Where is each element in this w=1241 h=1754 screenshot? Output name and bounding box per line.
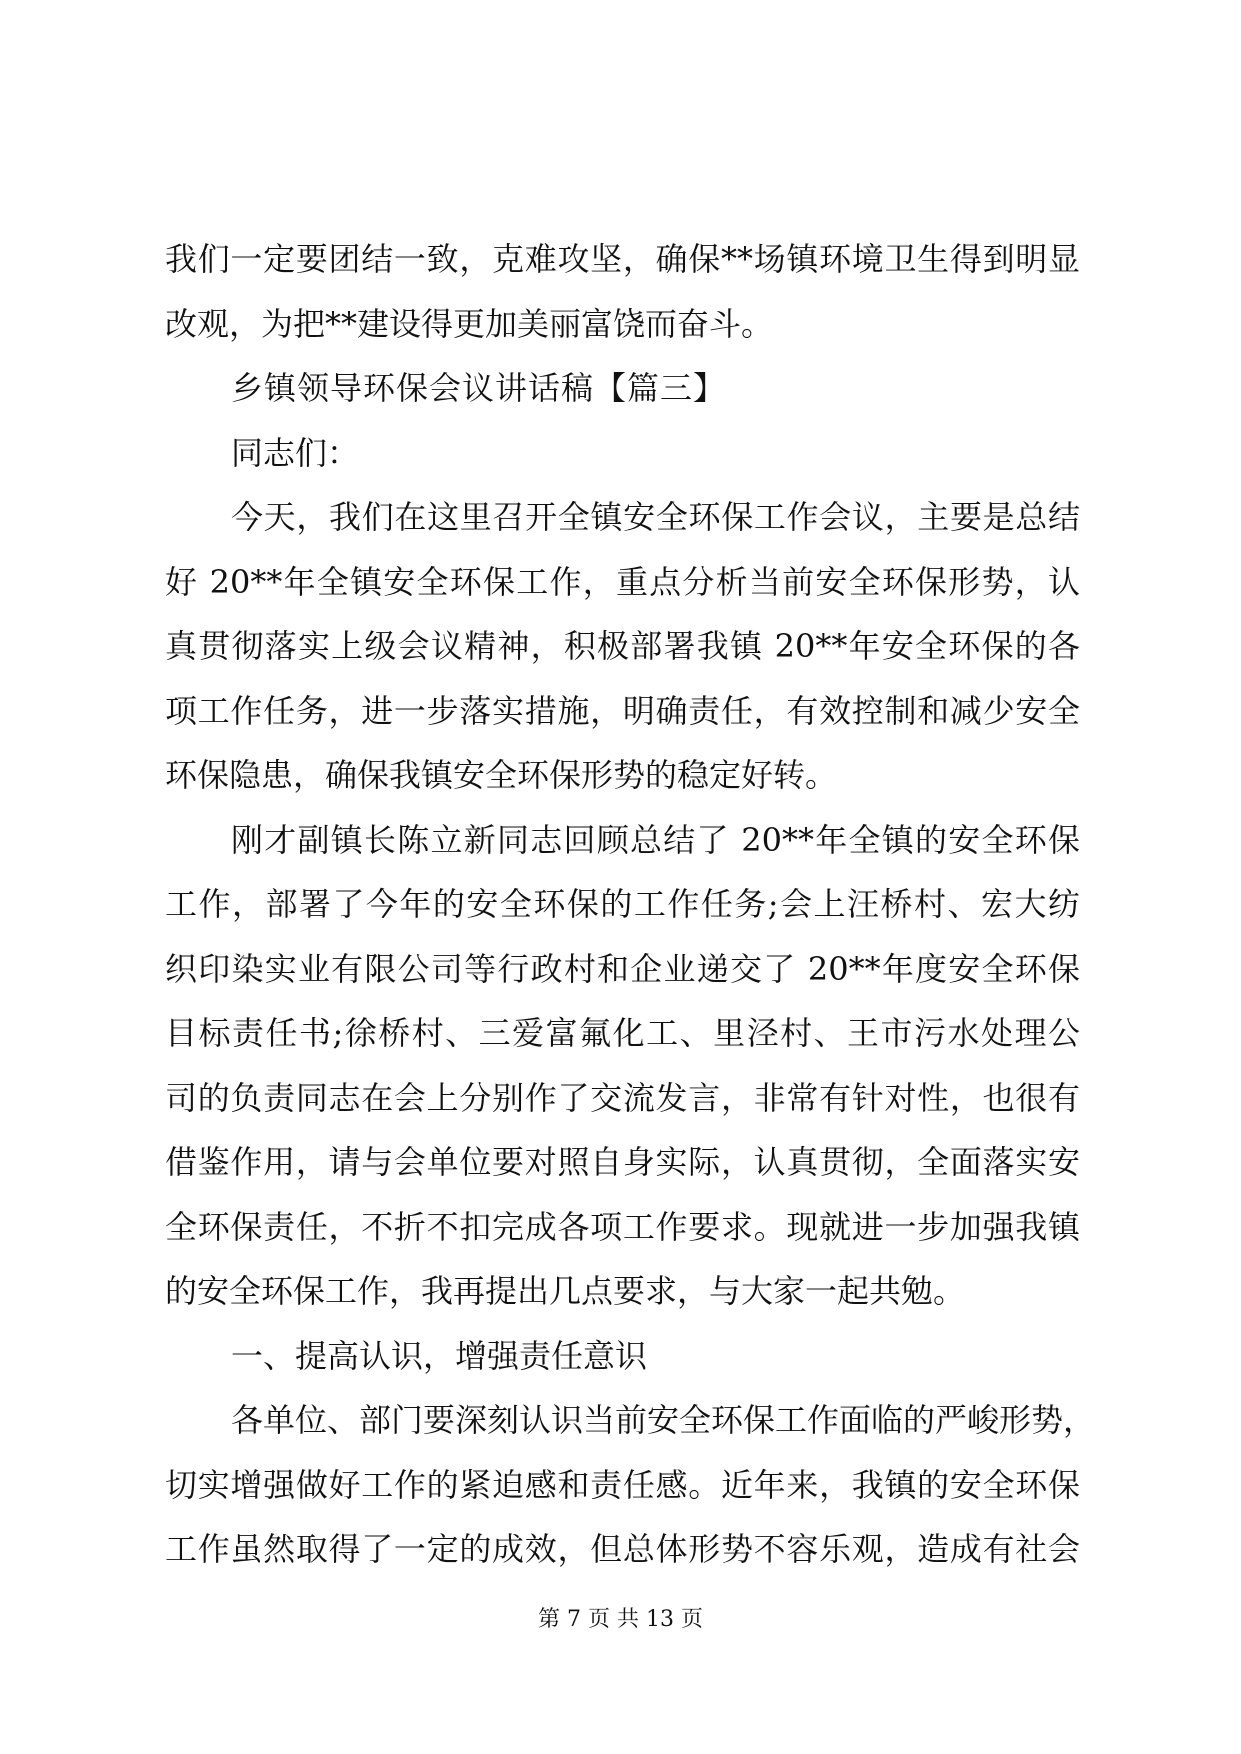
line-text: 的安全环保工作，我再提出几点要求，与大家一起共勉。: [165, 1272, 966, 1310]
line-text: 一、提高认识，增强责任意识: [231, 1336, 648, 1375]
subheading: [165, 1324, 1080, 1389]
line-text: 同志们：: [231, 433, 360, 472]
line-text: 各单位、部门要深刻认识当前安全环保工作面临的严峻形势，: [231, 1401, 1096, 1439]
text-line-7: [165, 614, 1080, 679]
text-line-8: [165, 679, 1080, 744]
page-number: 第 7 页 共 13 页: [538, 1607, 703, 1632]
page-footer: [0, 1605, 1241, 1635]
text-line-12: [165, 937, 1080, 1002]
text-line-1: [165, 227, 1080, 292]
document-body: [165, 227, 1096, 1582]
line-text: 项工作任务，进一步落实措施，明确责任，有效控制和减少安全: [165, 691, 1080, 730]
text-line-15: [165, 1130, 1080, 1195]
line-text: 刚才副镇长陈立新同志回顾总结了 20**年全镇的安全环保: [231, 820, 1080, 859]
text-line-13: [165, 1001, 1080, 1066]
text-line-20: [165, 1453, 1080, 1518]
line-text: 借鉴作用，请与会单位要对照自身实际，认真贯彻，全面落实安: [165, 1143, 1080, 1181]
section-title: [165, 356, 1080, 421]
line-text: 全环保责任，不折不扣完成各项工作要求。现就进一步加强我镇: [165, 1207, 1080, 1246]
text-line-14: [165, 1066, 1080, 1131]
text-line-16: [165, 1195, 1080, 1260]
line-text: 乡镇领导环保会议讲话稿【篇三】: [231, 369, 727, 407]
line-text: 环保隐患，确保我镇安全环保形势的稳定好转。: [165, 756, 838, 794]
line-text: 我们一定要团结一致，克难攻坚，确保**场镇环境卫生得到明显: [165, 240, 1080, 278]
text-line-5: [165, 485, 1080, 550]
text-line-6: [165, 550, 1080, 615]
line-text: 真贯彻落实上级会议精神，积极部署我镇 20**年安全环保的各: [165, 627, 1080, 665]
line-text: 工作虽然取得了一定的成效，但总体形势不容乐观，造成有社会: [165, 1530, 1080, 1568]
line-text: 好 20**年全镇安全环保工作，重点分析当前安全环保形势，认: [165, 562, 1080, 601]
text-line-21: [165, 1517, 1080, 1582]
text-line-17: [165, 1259, 1080, 1324]
salutation: [165, 421, 1080, 486]
text-line-2: [165, 292, 1080, 357]
line-text: 织印染实业有限公司等行政村和企业递交了 20**年度安全环保: [165, 949, 1080, 988]
line-text: 切实增强做好工作的紧迫感和责任感。近年来，我镇的安全环保: [165, 1465, 1080, 1504]
text-line-11: [165, 872, 1080, 937]
text-line-10: [165, 808, 1080, 873]
text-line-9: [165, 743, 1080, 808]
line-text: 今天，我们在这里召开全镇安全环保工作会议，主要是总结: [231, 498, 1080, 536]
line-text: 司的负责同志在会上分别作了交流发言，非常有针对性，也很有: [165, 1078, 1080, 1117]
line-text: 工作，部署了今年的安全环保的工作任务;会上汪桥村、宏大纺: [165, 885, 1080, 923]
line-text: 目标责任书;徐桥村、三爱富氟化工、里泾村、王市污水处理公: [165, 1014, 1080, 1052]
text-line-19: [165, 1388, 1096, 1453]
line-text: 改观，为把**建设得更加美丽富饶而奋斗。: [165, 304, 774, 343]
